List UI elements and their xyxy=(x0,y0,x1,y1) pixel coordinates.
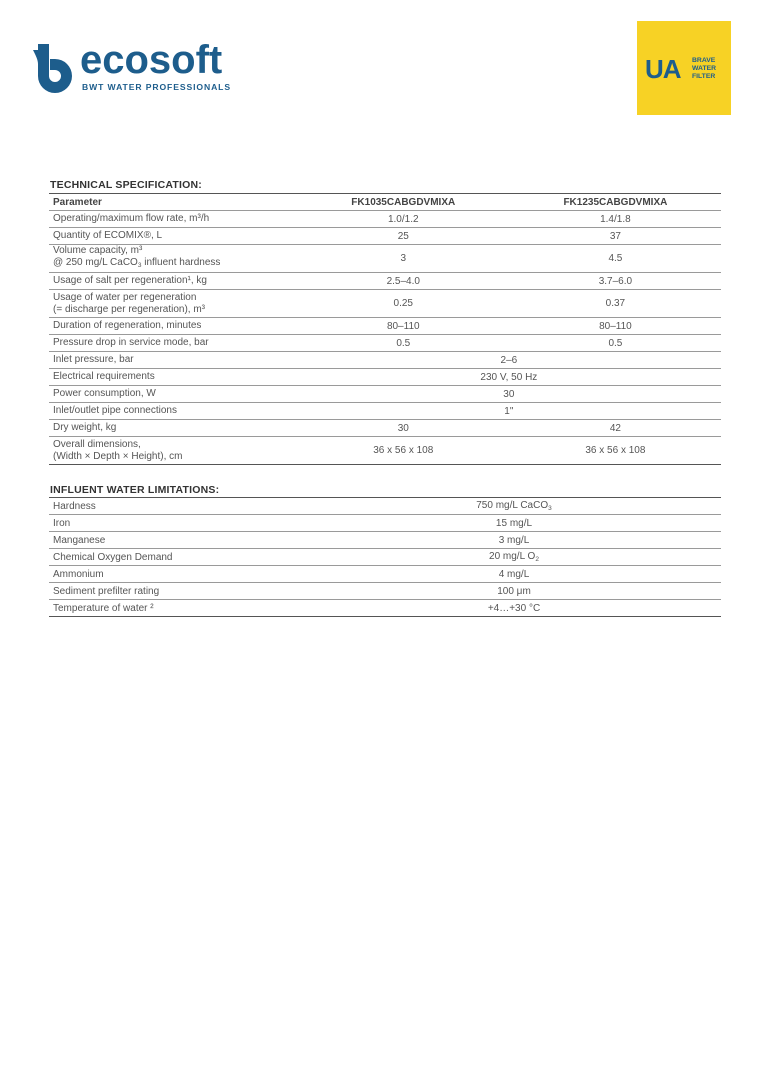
limitations-title: INFLUENT WATER LIMITATIONS: xyxy=(50,484,220,496)
table-row xyxy=(49,420,721,437)
subscript: 3 xyxy=(137,262,142,269)
table-row xyxy=(49,600,721,617)
value-cell: 36 x 56 x 108 xyxy=(373,445,434,456)
value-cell: 4 mg/L xyxy=(498,568,530,580)
table-row xyxy=(49,532,721,549)
table-row xyxy=(49,369,721,386)
value-cell: 80–110 xyxy=(599,320,632,332)
param-cell: Sediment prefilter rating xyxy=(53,585,160,597)
value-cell: 1.4/1.8 xyxy=(600,213,631,225)
tech-spec-table xyxy=(49,193,721,465)
param-cell: Operating/maximum flow rate, m³/h xyxy=(53,213,210,224)
value-cell: 100 μm xyxy=(497,585,531,597)
table-row xyxy=(49,352,721,369)
value-cell: 15 mg/L xyxy=(495,517,533,529)
badge-line: FILTER xyxy=(692,73,716,80)
merged-value-cell: 2–6 xyxy=(500,354,518,366)
param-cell: Duration of regeneration, minutes xyxy=(53,320,202,331)
param-cell xyxy=(49,245,297,273)
value-cell: 80–110 xyxy=(386,320,420,332)
subscript: 3 xyxy=(548,505,552,512)
merged-value-cell: 1" xyxy=(504,405,514,417)
table-row xyxy=(49,335,721,352)
brave-water-filter-badge xyxy=(637,21,731,115)
param-cell xyxy=(49,290,297,318)
table-row xyxy=(49,273,721,290)
table-row xyxy=(49,549,721,566)
value-cell: 3 xyxy=(400,253,407,264)
param-cell: Inlet/outlet pipe connections xyxy=(53,405,177,416)
subscript: 2 xyxy=(535,556,539,563)
value-cell: 25 xyxy=(397,230,409,242)
param-line: (Width × Depth × Height), cm xyxy=(53,450,183,462)
value-cell: 0.5 xyxy=(608,337,623,349)
ecosoft-logo xyxy=(32,38,262,98)
param-cell xyxy=(49,437,297,465)
column-header: FK1235CABGDVMIXA xyxy=(563,196,668,208)
tech-spec-title: TECHNICAL SPECIFICATION: xyxy=(50,179,202,191)
value-cell: 36 x 56 x 108 xyxy=(585,445,646,456)
value-cell: +4…+30 °C xyxy=(487,602,541,614)
table-row xyxy=(49,290,721,318)
param-line: Volume capacity, m³ xyxy=(53,245,143,256)
param-line: Overall dimensions, xyxy=(53,438,141,450)
param-cell: Dry weight, kg xyxy=(53,422,117,433)
table-row xyxy=(49,386,721,403)
value-text: 750 mg/L CaCO xyxy=(476,500,549,511)
param-cell: Iron xyxy=(53,517,71,529)
value-cell: 3.7–6.0 xyxy=(598,275,633,287)
value-cell: 1.0/1.2 xyxy=(387,213,419,225)
table-row xyxy=(49,245,721,273)
brand-name: ecosoft xyxy=(80,38,223,82)
table-row xyxy=(49,318,721,335)
param-cell: Quantity of ECOMIX®, L xyxy=(53,230,163,241)
param-cell: Power consumption, W xyxy=(53,388,156,399)
value-cell: 30 xyxy=(397,422,409,434)
value-cell: 0.25 xyxy=(393,298,413,309)
value-text: 20 mg/L O xyxy=(489,551,536,562)
param-cell: Electrical requirements xyxy=(53,371,155,382)
value-cell: 0.5 xyxy=(396,337,411,349)
param-cell: Hardness xyxy=(53,500,96,512)
column-header: FK1035CABGDVMIXA xyxy=(351,196,456,208)
param-text: @ 250 mg/L CaCO xyxy=(53,257,138,268)
table-row xyxy=(49,566,721,583)
table-row xyxy=(49,437,721,465)
value-cell: 3 mg/L xyxy=(498,534,530,546)
table-row xyxy=(49,403,721,420)
table-header-row xyxy=(49,194,721,211)
table-row xyxy=(49,583,721,600)
param-cell: Chemical Oxygen Demand xyxy=(53,551,173,563)
badge-line: BRAVE xyxy=(692,57,716,64)
limitations-table xyxy=(49,497,721,617)
param-line xyxy=(53,257,293,272)
merged-value-cell: 30 xyxy=(503,388,515,400)
param-cell: Usage of salt per regeneration¹, kg xyxy=(53,275,207,286)
merged-value-cell: 230 V, 50 Hz xyxy=(480,371,538,383)
param-cell: Pressure drop in service mode, bar xyxy=(53,337,209,348)
value-cell: 2.5–4.0 xyxy=(386,275,420,287)
badge-text xyxy=(692,57,716,81)
table-row xyxy=(49,515,721,532)
param-line: Usage of water per regeneration xyxy=(53,291,197,303)
param-cell: Manganese xyxy=(53,534,106,546)
table-row xyxy=(49,228,721,245)
badge-line: WATER xyxy=(692,65,717,72)
brand-tagline: BWT WATER PROFESSIONALS xyxy=(82,82,231,92)
table-row xyxy=(49,498,721,515)
value-cell: 42 xyxy=(609,422,621,434)
param-cell: Ammonium xyxy=(53,568,104,580)
badge-mark: UA xyxy=(645,54,681,84)
value-cell: 4.5 xyxy=(608,253,623,264)
value-cell: 37 xyxy=(609,230,621,242)
value-cell xyxy=(307,498,721,515)
param-line: (= discharge per regeneration), m³ xyxy=(53,303,206,315)
param-cell: Inlet pressure, bar xyxy=(53,354,134,365)
column-header: Parameter xyxy=(53,196,102,208)
param-text: influent hardness xyxy=(141,257,221,268)
table-row xyxy=(49,211,721,228)
value-cell xyxy=(307,549,721,566)
water-drop-icon xyxy=(32,42,78,94)
param-cell: Temperature of water ² xyxy=(53,602,154,614)
value-cell: 0.37 xyxy=(605,298,626,309)
